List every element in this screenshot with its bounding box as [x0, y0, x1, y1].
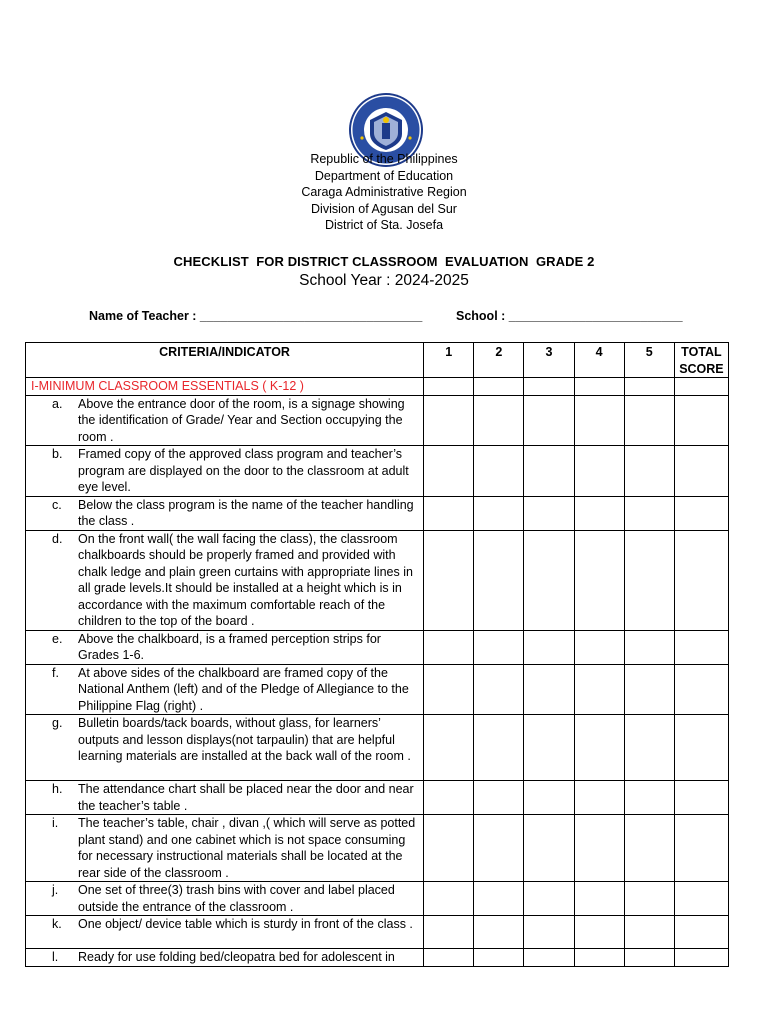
score-cell[interactable] — [574, 378, 624, 396]
score-cell[interactable] — [574, 496, 624, 530]
criteria-cell — [26, 530, 424, 630]
header-score-2: 2 — [474, 343, 524, 378]
score-cell[interactable] — [474, 446, 524, 497]
item-text: Below the class program is the name of the teacher handling the class . — [78, 497, 414, 528]
score-cell[interactable] — [624, 815, 674, 882]
score-cell[interactable] — [424, 815, 474, 882]
score-cell[interactable] — [474, 664, 524, 715]
criteria-item — [26, 916, 423, 933]
score-cell[interactable] — [624, 781, 674, 815]
criteria-item — [26, 531, 423, 630]
score-cell[interactable] — [524, 378, 574, 396]
item-letter: c. — [52, 497, 62, 512]
score-cell[interactable] — [524, 530, 574, 630]
score-cell[interactable] — [624, 715, 674, 781]
score-cell[interactable] — [424, 715, 474, 781]
score-cell[interactable] — [424, 630, 474, 664]
table-row — [26, 530, 729, 630]
criteria-cell — [26, 815, 424, 882]
score-cell[interactable] — [624, 916, 674, 949]
score-cell[interactable] — [474, 916, 524, 949]
score-cell[interactable] — [474, 496, 524, 530]
criteria-cell — [26, 630, 424, 664]
score-cell[interactable] — [474, 715, 524, 781]
score-cell[interactable] — [574, 630, 624, 664]
score-cell[interactable] — [474, 815, 524, 882]
criteria-item — [26, 665, 423, 715]
criteria-cell — [26, 949, 424, 967]
score-cell[interactable] — [424, 446, 474, 497]
criteria-cell — [26, 715, 424, 781]
header-score-4: 4 — [574, 343, 624, 378]
header-line-region: Caraga Administrative Region — [301, 185, 467, 199]
score-cell[interactable] — [574, 715, 624, 781]
table-row — [26, 630, 729, 664]
total-cell[interactable] — [674, 815, 728, 882]
document-title: CHECKLIST FOR DISTRICT CLASSROOM EVALUATION GRADE 2 — [173, 254, 595, 269]
header-total-line1: TOTAL — [681, 345, 722, 359]
score-cell[interactable] — [574, 395, 624, 446]
criteria-item — [26, 446, 423, 496]
section-title: I-MINIMUM CLASSROOM ESSENTIALS ( K-12 ) — [26, 378, 424, 396]
item-letter: b. — [52, 447, 63, 461]
item-letter: k. — [52, 917, 62, 931]
table-row — [26, 395, 729, 446]
criteria-cell — [26, 664, 424, 715]
score-cell[interactable] — [524, 882, 574, 916]
header-line-division: Division of Agusan del Sur — [311, 201, 457, 216]
score-cell[interactable] — [424, 664, 474, 715]
total-cell[interactable] — [674, 781, 728, 815]
criteria-cell — [26, 395, 424, 446]
score-cell[interactable] — [474, 949, 524, 967]
criteria-cell — [26, 781, 424, 815]
item-letter: a. — [52, 396, 63, 411]
item-letter: e. — [52, 631, 63, 646]
score-cell[interactable] — [624, 630, 674, 664]
score-cell[interactable] — [624, 378, 674, 396]
score-cell[interactable] — [424, 496, 474, 530]
school-field[interactable]: School : _________________________ — [456, 309, 683, 323]
criteria-cell — [26, 446, 424, 497]
school-year: School Year : 2024-2025 — [299, 272, 469, 289]
agency-header — [0, 151, 768, 234]
criteria-item — [26, 781, 423, 814]
score-cell[interactable] — [424, 882, 474, 916]
item-letter: d. — [52, 531, 63, 546]
teacher-name-field[interactable]: Name of Teacher : ________________________________ — [89, 309, 423, 323]
item-text: Above the chalkboard, is a framed perception strips for Grades 1-6. — [78, 631, 381, 662]
item-letter: j. — [52, 883, 59, 897]
score-cell[interactable] — [524, 815, 574, 882]
score-cell[interactable] — [624, 949, 674, 967]
header-score-1: 1 — [424, 343, 474, 378]
header-line-department: Department of Education — [314, 168, 454, 183]
table-row — [26, 949, 729, 967]
item-letter: h. — [52, 782, 63, 796]
score-cell[interactable] — [624, 496, 674, 530]
item-text: Above the entrance door of the room, is a signage showing the identification of Grade/ Year and Section occupying the room . — [78, 396, 405, 444]
score-cell[interactable] — [474, 395, 524, 446]
item-text: On the front wall( the wall facing the class), the classroom chalkboards should be properly framed and provided with chalk ledge and plain green curtains with appropriate lines in all grade levels.It should be installed at a height which is in accordance with the maximum comfortable reach of the children to the top of the board . — [78, 531, 413, 628]
criteria-item — [26, 815, 423, 881]
total-cell[interactable] — [674, 395, 728, 446]
item-text: One object/ device table which is sturdy in front of the class . — [78, 917, 413, 931]
item-text: The teacher’s table, chair , divan ,( which will serve as potted plant stand) and one cabinet which is not space consuming for necessary instructional materials shall be located at the rear side of the classroom . — [78, 816, 416, 880]
score-cell[interactable] — [574, 781, 624, 815]
score-cell[interactable] — [524, 664, 574, 715]
table-row — [26, 715, 729, 781]
score-cell[interactable] — [624, 446, 674, 497]
section-row — [26, 378, 729, 396]
table-row — [26, 882, 729, 916]
item-text: The attendance chart shall be placed near the door and near the teacher’s table . — [78, 782, 414, 813]
table-row — [26, 815, 729, 882]
score-cell[interactable] — [574, 949, 624, 967]
score-cell[interactable] — [624, 882, 674, 916]
score-cell[interactable] — [524, 781, 574, 815]
score-cell[interactable] — [524, 496, 574, 530]
score-cell[interactable] — [624, 664, 674, 715]
table-header-row — [26, 343, 729, 378]
total-cell[interactable] — [674, 530, 728, 630]
score-cell[interactable] — [474, 630, 524, 664]
criteria-item — [26, 631, 423, 664]
criteria-cell — [26, 916, 424, 949]
table-row — [26, 664, 729, 715]
table-row — [26, 916, 729, 949]
evaluation-table — [25, 342, 729, 967]
score-cell[interactable] — [574, 815, 624, 882]
score-cell[interactable] — [524, 916, 574, 949]
table-row — [26, 446, 729, 497]
table-row — [26, 781, 729, 815]
criteria-item — [26, 715, 423, 765]
score-cell[interactable] — [474, 378, 524, 396]
score-cell[interactable] — [524, 446, 574, 497]
score-cell[interactable] — [574, 916, 624, 949]
header-criteria: CRITERIA/INDICATOR — [26, 343, 424, 378]
item-text: One set of three(3) trash bins with cover and label placed outside the entrance of the classroom . — [78, 883, 395, 914]
header-total-score — [674, 343, 728, 378]
table-row — [26, 496, 729, 530]
criteria-item — [26, 497, 423, 530]
criteria-item — [26, 882, 423, 915]
item-letter: g. — [52, 716, 63, 730]
score-cell[interactable] — [524, 715, 574, 781]
total-cell[interactable] — [674, 916, 728, 949]
score-cell[interactable] — [624, 395, 674, 446]
score-cell[interactable] — [424, 781, 474, 815]
item-text: Ready for use folding bed/cleopatra bed for adolescent in — [78, 950, 395, 964]
criteria-item — [26, 396, 423, 446]
score-cell[interactable] — [474, 530, 524, 630]
score-cell[interactable] — [424, 530, 474, 630]
score-cell[interactable] — [474, 882, 524, 916]
score-cell[interactable] — [424, 949, 474, 967]
header-score-3: 3 — [524, 343, 574, 378]
item-letter: f. — [52, 665, 59, 680]
score-cell[interactable] — [574, 530, 624, 630]
total-cell[interactable] — [674, 496, 728, 530]
criteria-item — [26, 949, 423, 966]
total-cell[interactable] — [674, 664, 728, 715]
item-text: Framed copy of the approved class program and teacher’s program are displayed on the door to the classroom at adult eye level. — [78, 447, 409, 494]
item-text: At above sides of the chalkboard are framed copy of the National Anthem (left) and of the Pledge of Allegiance to the Philippine Flag (right) . — [78, 665, 409, 713]
item-text: Bulletin boards/tack boards, without glass, for learners’ outputs and lesson displays(not tarpaulin) that are helpful learning materials are installed at the back wall of the room . — [78, 716, 411, 763]
score-cell[interactable] — [574, 664, 624, 715]
score-cell[interactable] — [624, 530, 674, 630]
score-cell[interactable] — [424, 395, 474, 446]
score-cell[interactable] — [474, 781, 524, 815]
score-cell[interactable] — [424, 378, 474, 396]
header-score-5: 5 — [624, 343, 674, 378]
score-cell[interactable] — [574, 446, 624, 497]
header-line-republic: Republic of the Philippines — [310, 152, 458, 166]
total-cell[interactable] — [674, 882, 728, 916]
total-cell[interactable] — [674, 630, 728, 664]
score-cell[interactable] — [524, 949, 574, 967]
total-cell[interactable] — [674, 949, 728, 967]
header-total-line2: SCORE — [679, 361, 724, 376]
score-cell[interactable] — [524, 395, 574, 446]
item-letter: i. — [52, 816, 59, 830]
score-cell[interactable] — [524, 630, 574, 664]
criteria-cell — [26, 496, 424, 530]
score-cell[interactable] — [424, 916, 474, 949]
header-line-district: District of Sta. Josefa — [324, 218, 444, 232]
total-cell[interactable] — [674, 378, 728, 396]
total-cell[interactable] — [674, 446, 728, 497]
total-cell[interactable] — [674, 715, 728, 781]
score-cell[interactable] — [574, 882, 624, 916]
criteria-cell — [26, 882, 424, 916]
item-letter: l. — [52, 950, 59, 964]
